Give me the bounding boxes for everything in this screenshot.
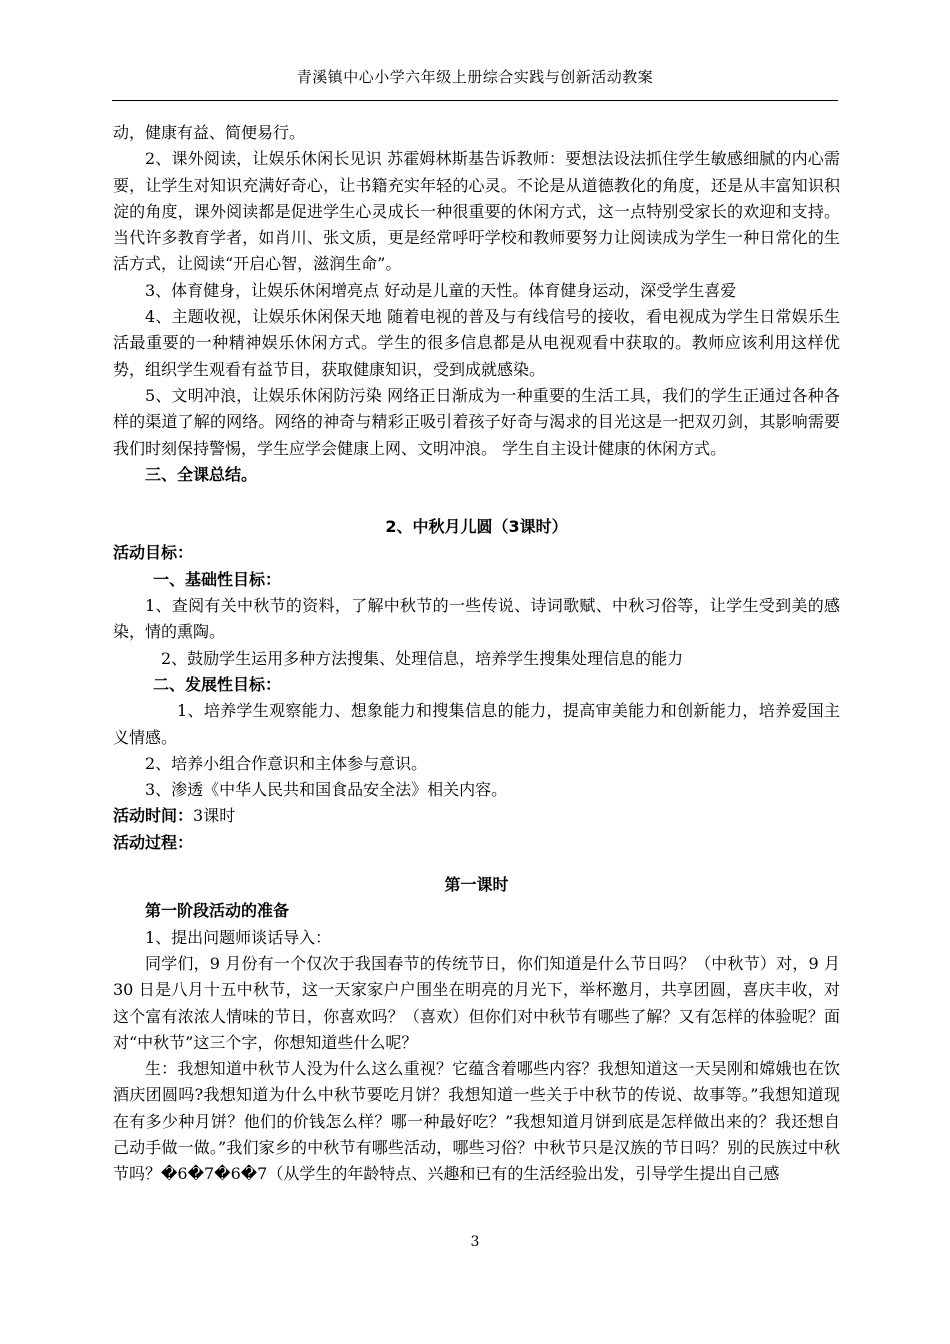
dev-goal-2: 2、培养小组合作意识和主体参与意识。 bbox=[145, 753, 428, 773]
dev-goal-1: 1、培养学生观察能力、想象能力和搜集信息的能力，提高审美能力和创新能力，培养爱国主义情感。 bbox=[113, 701, 840, 747]
activity-time bbox=[113, 803, 840, 829]
goals-heading: 活动目标： bbox=[113, 543, 194, 563]
basic-goal-1: 1、查阅有关中秋节的资料，了解中秋节的一些传说、诗词歌赋、中秋习俗等，让学生受到美的感染，情的熏陶。 bbox=[113, 596, 840, 642]
dev-goal-3: 3、渗透《中华人民共和国食品安全法》相关内容。 bbox=[145, 780, 508, 800]
page-number: 3 bbox=[470, 1234, 480, 1250]
stage-heading: 第一阶段活动的准备 bbox=[145, 901, 290, 921]
teacher-paragraph: 同学们，9 月份有一个仅次于我国春节的传统节日，你们知道是什么节日吗？（中秋节）对，9 月 30 日是八月十五中秋节，这一天家家户户围坐在明亮的月光下，举杯邀月，共享团圆，喜庆丰收，对这个富有浓浓人情味的节日，你喜欢吗？（喜欢）但你们对中秋节有哪些了解？又有怎样的体验呢？面对“中秋节”这三个字，你想知道些什么呢？ bbox=[113, 953, 840, 1052]
first-lesson-heading: 第一课时 bbox=[444, 875, 509, 895]
step-heading: 1、提出问题师谈话导入： bbox=[145, 927, 332, 947]
document-body bbox=[113, 120, 840, 1188]
activity-time-label: 活动时间： bbox=[113, 806, 194, 826]
dev-goals-heading: 二、发展性目标： bbox=[153, 674, 282, 694]
paragraph: 5、文明冲浪，让娱乐休闲防污染 网络正日渐成为一种重要的生活工具，我们的学生正通过各种各样的渠道了解的网络。网络的神奇与精彩正吸引着孩子好奇与渴求的目光这是一把双刃剑，其影响需要我们时刻保持警惕，学生应学会健康上网、文明冲浪。 学生自主设计健康的休闲方式。 bbox=[113, 385, 840, 458]
activity-time-value: 3课时 bbox=[193, 806, 236, 826]
process-heading: 活动过程： bbox=[113, 832, 194, 852]
header-rule bbox=[112, 100, 838, 101]
running-header: 青溪镇中心小学六年级上册综合实践与创新活动教案 bbox=[296, 68, 654, 86]
lesson-title: 2、中秋月儿圆（3课时） bbox=[385, 517, 568, 537]
paragraph: 3、体育健身，让娱乐休闲增亮点 好动是儿童的天性。体育健身运动，深受学生喜爱 bbox=[145, 280, 737, 300]
spacer bbox=[113, 488, 840, 514]
paragraph: 4、主题收视，让娱乐休闲保天地 随着电视的普及与有线信号的接收，看电视成为学生日常娱乐生活最重要的一种精神娱乐休闲方式。学生的很多信息都是从电视观看中获取的。教师应该利用这样优势，组织学生观看有益节目，获取健康知识，受到成就感染。 bbox=[113, 307, 840, 379]
student-paragraph: 生：我想知道中秋节人没为什么这么重视？它蕴含着哪些内容？我想知道这一天吴刚和嫦娥也在饮酒庆团圆吗?我想知道为什么中秋节要吃月饼？我想知道一些关于中秋节的传说、故事等。”我想知道现在有多少种月饼？他们的价钱怎么样？哪一种最好吃？”我想知道月饼到底是怎样做出来的？我还想自己动手做一做。”我们家乡的中秋节有哪些活动，哪些习俗？中秋节只是汉族的节日吗？别的民族过中秋节吗？�6�7�6�7（从学生的年龄特点、兴趣和已有的生活经验出发，引导学生提出自己感 bbox=[113, 1059, 840, 1184]
basic-goal-2: 2、鼓励学生运用多种方法搜集、处理信息，培养学生搜集处理信息的能力 bbox=[161, 648, 684, 668]
paragraph: 2、课外阅读，让娱乐休闲长见识 苏霍姆林斯基告诉教师：要想法设法抓住学生敏感细腻的内心需要，让学生对知识充满好奇心，让书籍充实年轻的心灵。不论是从道德教化的角度，还是从丰富知识积淀的角度，课外阅读都是促进学生心灵成长一种很重要的休闲方式，这一点特别受家长的欢迎和支持。当代许多教育学者，如肖川、张文质，更是经常呼吁学校和教师要努力让阅读成为学生一种日常化的生活方式，让阅读“开启心智，滋润生命”。 bbox=[113, 149, 840, 274]
basic-goals-heading: 一、基础性目标： bbox=[153, 569, 282, 589]
paragraph: 动，健康有益、简便易行。 bbox=[113, 123, 306, 142]
section-heading: 三、全课总结。 bbox=[145, 464, 258, 484]
spacer bbox=[113, 856, 840, 872]
